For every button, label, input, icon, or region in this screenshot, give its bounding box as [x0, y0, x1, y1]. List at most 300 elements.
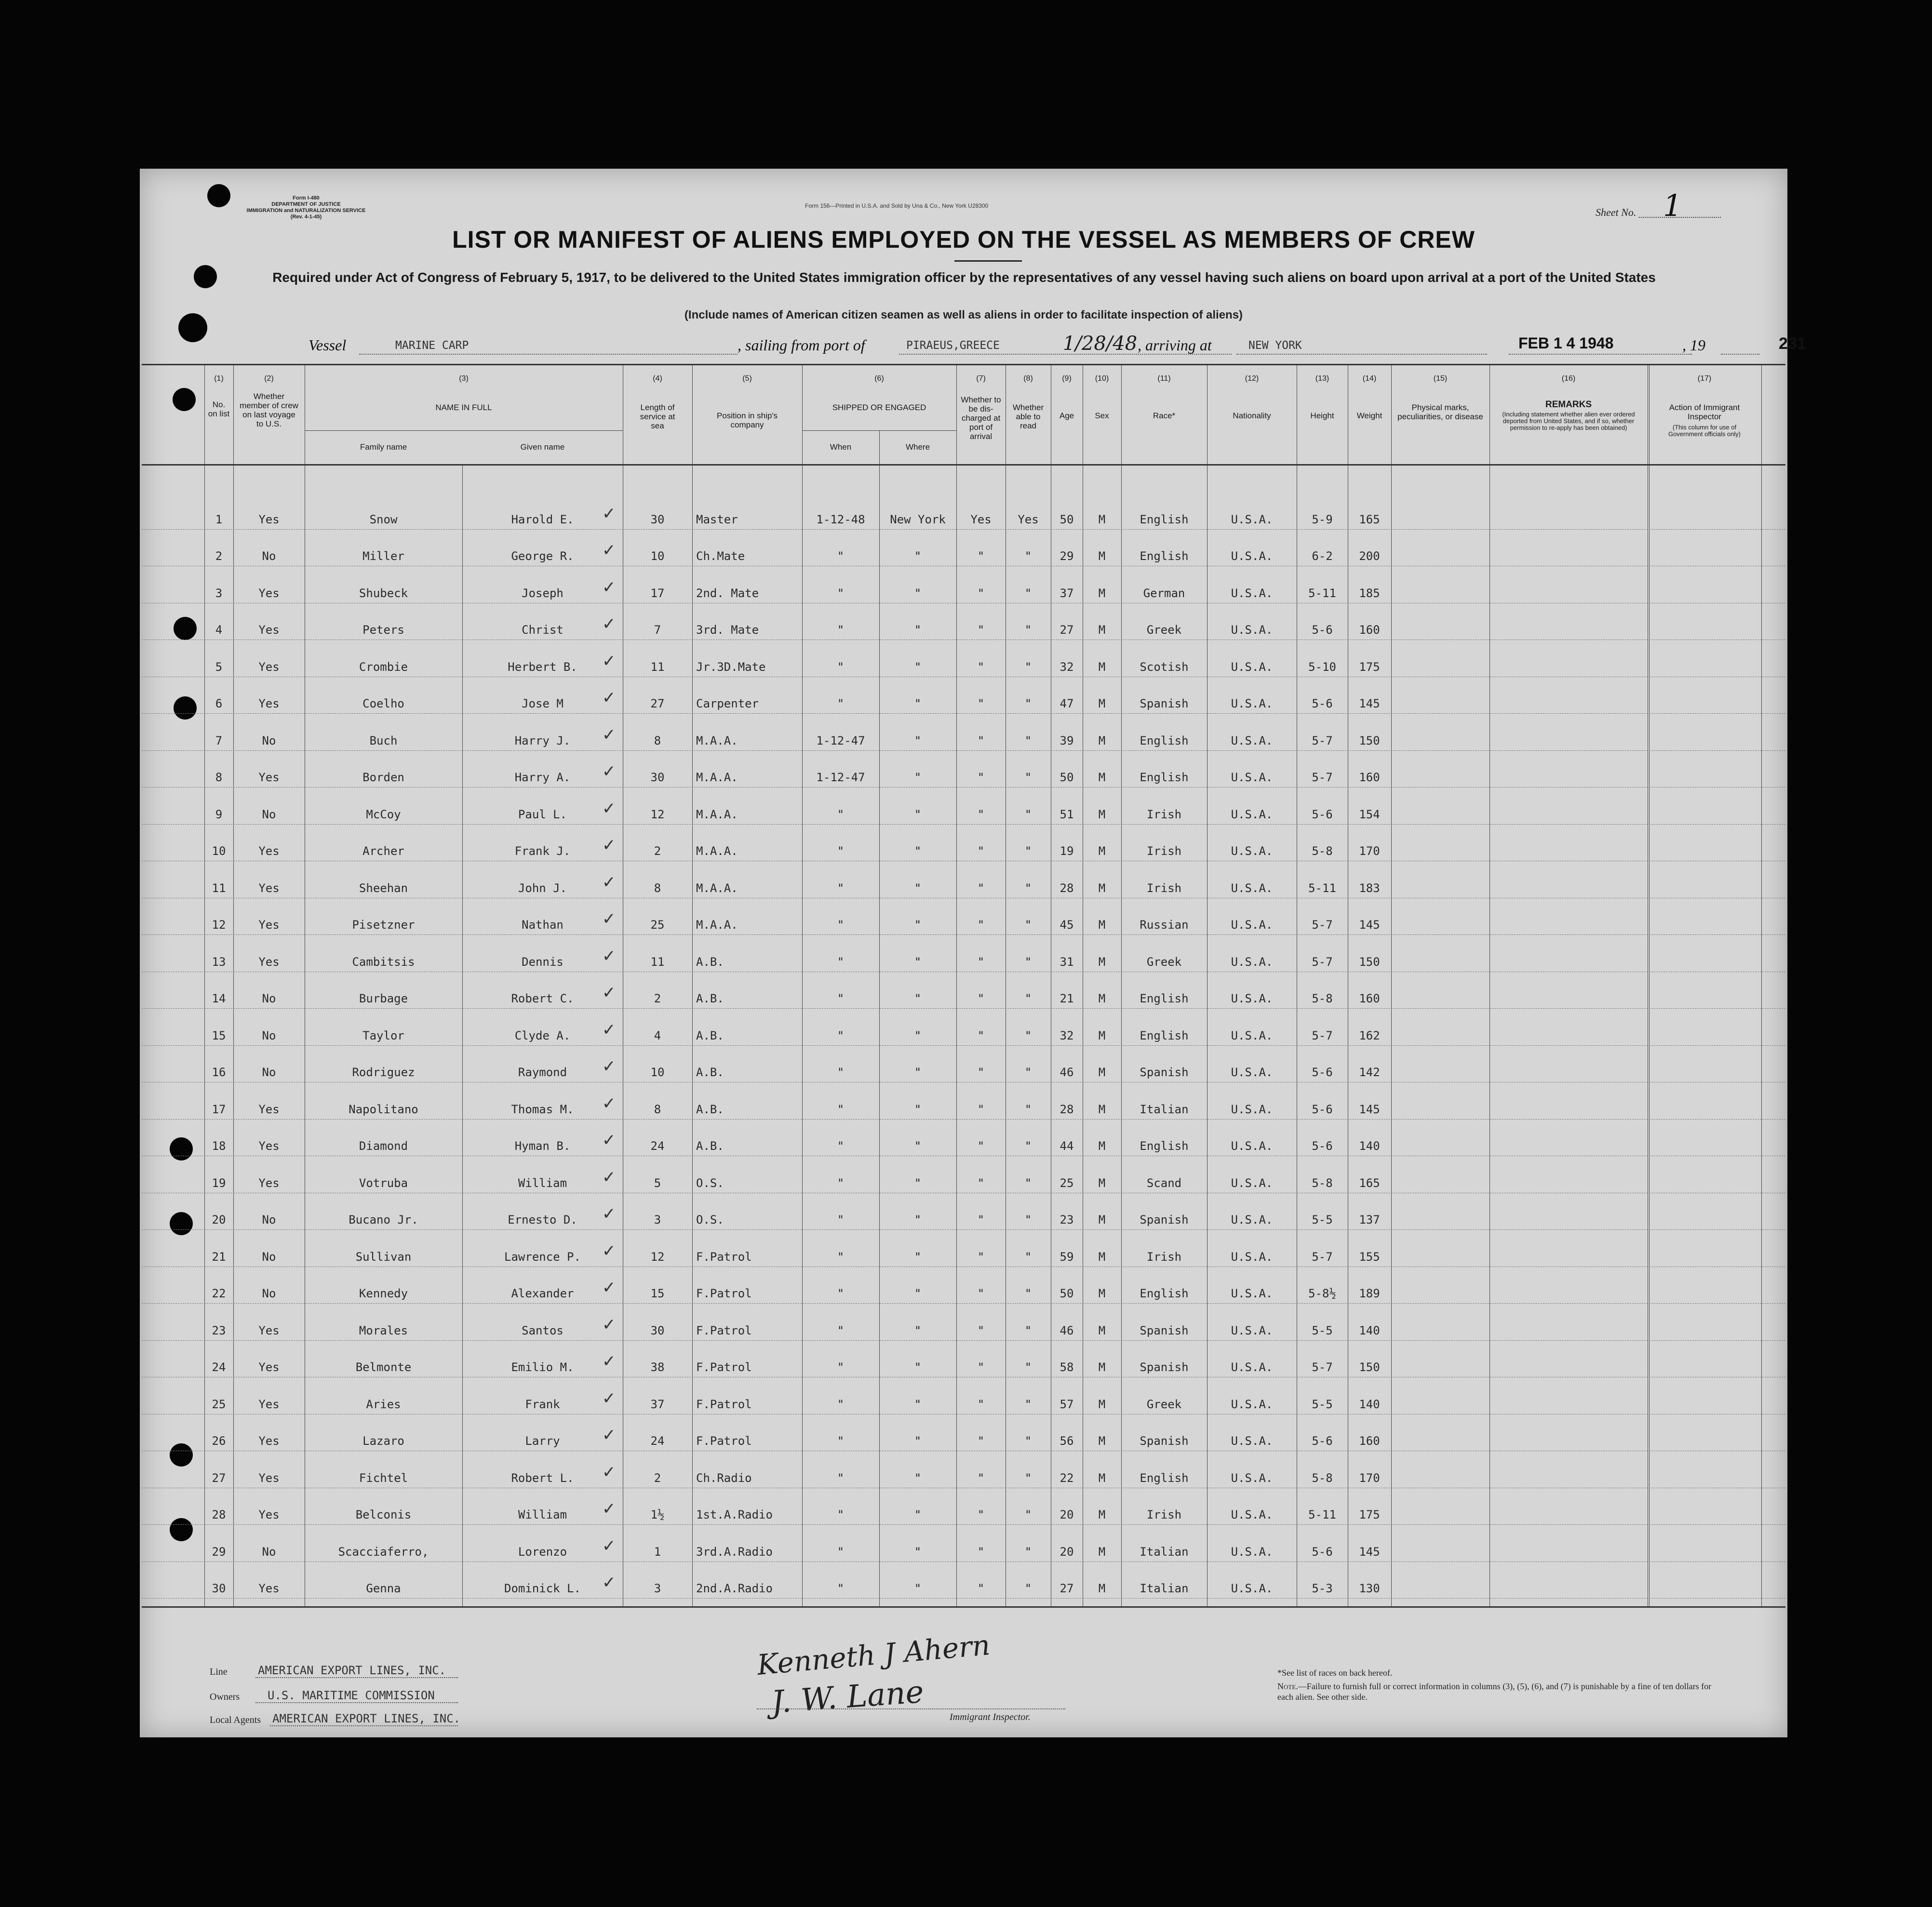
checkmark-icon: ✓ [602, 762, 616, 781]
engaged-when: 1-12-47 [816, 771, 865, 784]
row-number: 10 [212, 844, 226, 858]
given-name: Christ [522, 623, 564, 637]
checkmark-icon: ✓ [602, 1278, 616, 1297]
sex: M [1098, 623, 1106, 637]
able-to-read: " [1024, 1250, 1032, 1264]
age: 57 [1060, 1397, 1074, 1411]
manifest-subnote: (Include names of American citizen seamen as well as aliens in order to facilitate inspection of aliens) [684, 308, 1243, 321]
col-15-header: Physical marks, peculiarities, or disease [1397, 403, 1483, 421]
nationality: U.S.A. [1231, 1139, 1273, 1153]
discharge-at-arrival: " [977, 1066, 985, 1079]
family-name: Buch [369, 733, 398, 747]
discharge-at-arrival: " [977, 660, 985, 674]
age: 51 [1060, 807, 1074, 821]
checkmark-icon: ✓ [602, 688, 616, 707]
discharge-at-arrival: " [977, 1582, 985, 1595]
engaged-when: 1-12-48 [816, 512, 865, 526]
weight: 155 [1359, 1250, 1380, 1264]
age: 28 [1060, 881, 1074, 895]
ship-position: A.B. [696, 992, 724, 1005]
discharge-at-arrival: " [977, 623, 985, 637]
sex: M [1098, 1176, 1106, 1190]
service-years: 3 [654, 1582, 661, 1595]
sex: M [1098, 586, 1106, 600]
ship-position: A.B. [696, 955, 724, 969]
row-number: 15 [212, 1028, 226, 1042]
weight: 145 [1359, 697, 1380, 710]
able-to-read: " [1024, 1028, 1032, 1042]
previous-voyage: Yes [258, 955, 280, 969]
inspector-signature: J. W. Lane [770, 1674, 925, 1720]
line-value: AMERICAN EXPORT LINES, INC. [258, 1664, 446, 1677]
engaged-where: " [914, 1066, 922, 1079]
able-to-read: " [1024, 1397, 1032, 1411]
row-rule [142, 1340, 1785, 1341]
sex: M [1098, 733, 1106, 747]
nationality: U.S.A. [1231, 1471, 1273, 1485]
manifest-title: LIST OR MANIFEST OF ALIENS EMPLOYED ON THE VESSEL AS MEMBERS OF CREW [452, 226, 1475, 253]
weight: 137 [1359, 1213, 1380, 1227]
service-years: 30 [650, 512, 665, 526]
height: 5-8 [1312, 992, 1333, 1005]
previous-voyage: Yes [258, 881, 280, 895]
height: 5-6 [1312, 1434, 1333, 1448]
engaged-where: " [914, 586, 922, 600]
row-number: 22 [212, 1287, 226, 1300]
checkmark-icon: ✓ [602, 799, 616, 818]
nationality: U.S.A. [1231, 992, 1273, 1005]
race: Spanish [1140, 697, 1189, 710]
nationality: U.S.A. [1231, 697, 1273, 710]
row-rule [142, 1524, 1785, 1525]
nationality: U.S.A. [1231, 771, 1273, 784]
family-name: Fichtel [359, 1471, 408, 1485]
ship-position: M.A.A. [696, 881, 738, 895]
ship-position: O.S. [696, 1176, 724, 1190]
ship-position: M.A.A. [696, 733, 738, 747]
previous-voyage: Yes [258, 1102, 280, 1116]
nationality: U.S.A. [1231, 1066, 1273, 1079]
nationality: U.S.A. [1231, 1360, 1273, 1374]
inspector-label: Immigrant Inspector. [950, 1712, 1031, 1722]
given-name: Hyman B. [514, 1139, 571, 1153]
sex: M [1098, 512, 1106, 526]
previous-voyage: No [262, 1250, 276, 1264]
age: 50 [1060, 1287, 1074, 1300]
sex: M [1098, 1102, 1106, 1116]
discharge-at-arrival: " [977, 586, 985, 600]
stamp-number: 231 [1779, 334, 1806, 353]
ship-position: 3rd.A.Radio [696, 1545, 773, 1559]
family-name: Archer [362, 844, 404, 858]
checkmark-icon: ✓ [602, 946, 616, 966]
row-rule [142, 934, 1785, 935]
able-to-read: " [1024, 1434, 1032, 1448]
race: Irish [1146, 1250, 1182, 1264]
weight: 165 [1359, 512, 1380, 526]
age: 29 [1060, 549, 1074, 563]
col-6b-header: Where [905, 442, 930, 452]
given-name: Joseph [522, 586, 564, 600]
col-16-header: REMARKS [1545, 400, 1592, 410]
checkmark-icon: ✓ [602, 1204, 616, 1224]
engaged-where: " [914, 623, 922, 637]
given-name: Nathan [522, 918, 564, 932]
manifest-sheet [140, 169, 1806, 1737]
family-name: Sullivan [355, 1250, 412, 1264]
weight: 160 [1359, 623, 1380, 637]
checkmark-icon: ✓ [602, 1315, 616, 1334]
able-to-read: " [1024, 1360, 1032, 1374]
family-name: Borden [362, 771, 404, 784]
column-rule [879, 430, 880, 1606]
given-name: Harold E. [511, 512, 574, 526]
discharge-at-arrival: " [977, 1434, 985, 1448]
inspector-dots [757, 1708, 1065, 1709]
given-name: Paul L. [518, 807, 567, 821]
previous-voyage: Yes [258, 512, 280, 526]
discharge-at-arrival: " [977, 1139, 985, 1153]
weight: 160 [1359, 992, 1380, 1005]
row-number: 4 [215, 623, 223, 637]
voyage-line [140, 333, 1806, 359]
able-to-read: " [1024, 586, 1032, 600]
height: 6-2 [1312, 549, 1333, 563]
row-number: 7 [215, 733, 223, 747]
height: 5-7 [1312, 733, 1333, 747]
service-years: 7 [654, 623, 661, 637]
previous-voyage: No [262, 992, 276, 1005]
ship-position: F.Patrol [696, 1287, 752, 1300]
family-name: Scacciaferro, [338, 1545, 429, 1559]
ship-position: F.Patrol [696, 1397, 752, 1411]
service-years: 11 [650, 955, 665, 969]
previous-voyage: Yes [258, 844, 280, 858]
height: 5-8½ [1308, 1287, 1336, 1300]
previous-voyage: Yes [258, 1176, 280, 1190]
race: Irish [1146, 844, 1182, 858]
engaged-when: " [837, 955, 845, 969]
age: 47 [1060, 697, 1074, 710]
row-number: 28 [212, 1508, 226, 1521]
service-years: 38 [650, 1360, 665, 1374]
checkmark-icon: ✓ [602, 1167, 616, 1187]
nationality: U.S.A. [1231, 733, 1273, 747]
punch-hole [194, 265, 217, 288]
discharge-at-arrival: " [977, 1176, 985, 1190]
row-number: 6 [215, 697, 223, 710]
previous-voyage: No [262, 1066, 276, 1079]
row-number: 26 [212, 1434, 226, 1448]
given-name: William [518, 1176, 567, 1190]
engaged-where: " [914, 1471, 922, 1485]
given-name: Herbert B. [508, 660, 577, 674]
given-name: William [518, 1508, 567, 1521]
engaged-when: 1-12-47 [816, 733, 865, 747]
able-to-read: " [1024, 918, 1032, 932]
nationality: U.S.A. [1231, 1213, 1273, 1227]
row-number: 23 [212, 1323, 226, 1337]
engaged-where: " [914, 1213, 922, 1227]
previous-voyage: Yes [258, 586, 280, 600]
family-name: Rodriguez [352, 1066, 415, 1079]
given-name: Lorenzo [518, 1545, 567, 1559]
engaged-where: " [914, 1102, 922, 1116]
service-years: 27 [650, 697, 665, 710]
height: 5-6 [1312, 1102, 1333, 1116]
height: 5-11 [1308, 1508, 1336, 1521]
service-years: 12 [650, 807, 665, 821]
nationality: U.S.A. [1231, 1582, 1273, 1595]
given-name: Dennis [522, 955, 564, 969]
family-name: Burbage [359, 992, 408, 1005]
discharge-at-arrival: " [977, 807, 985, 821]
able-to-read: " [1024, 771, 1032, 784]
ship-position: Jr.3D.Mate [696, 660, 766, 674]
row-number: 14 [212, 992, 226, 1005]
row-rule [142, 713, 1785, 714]
engaged-where: " [914, 660, 922, 674]
engaged-when: " [837, 1323, 845, 1337]
col-17-header: Action of Immigrant Inspector [1669, 403, 1740, 421]
sailing-date: 1/28/48 [1063, 333, 1138, 355]
col-11-number: (11) [1157, 374, 1171, 383]
race: Spanish [1140, 1213, 1189, 1227]
sheet-number-value: 1 [1663, 188, 1682, 223]
given-name: Ernesto D. [508, 1213, 577, 1227]
engaged-where: " [914, 1139, 922, 1153]
col-5-header: Position in ship's company [716, 411, 778, 429]
discharge-at-arrival: " [977, 1213, 985, 1227]
engaged-where: " [914, 1582, 922, 1595]
checkmark-icon: ✓ [602, 983, 616, 1002]
height: 5-5 [1312, 1323, 1333, 1337]
col-9-header: Age [1059, 411, 1074, 420]
sex: M [1098, 1250, 1106, 1264]
nationality: U.S.A. [1231, 807, 1273, 821]
family-name: Miller [362, 549, 404, 563]
able-to-read: " [1024, 1066, 1032, 1079]
ship-position: 2nd. Mate [696, 586, 759, 600]
discharge-at-arrival: " [977, 1323, 985, 1337]
able-to-read: " [1024, 1323, 1032, 1337]
race: English [1140, 733, 1189, 747]
nationality: U.S.A. [1231, 918, 1273, 932]
nationality: U.S.A. [1231, 512, 1273, 526]
col-14-number: (14) [1362, 374, 1377, 383]
arrival-date-stamp: FEB 1 4 1948 [1518, 334, 1614, 352]
discharge-at-arrival: " [977, 771, 985, 784]
crew-table [142, 364, 1785, 1608]
engaged-where: " [914, 1545, 922, 1559]
engaged-where: " [914, 992, 922, 1005]
given-name: Frank [525, 1397, 560, 1411]
column-rule [1391, 365, 1392, 1606]
checkmark-icon: ✓ [602, 1057, 616, 1076]
able-to-read: " [1024, 549, 1032, 563]
row-rule [142, 824, 1785, 825]
column-rule [692, 365, 693, 1606]
height: 5-9 [1312, 512, 1333, 526]
family-name: McCoy [366, 807, 401, 821]
row-number: 5 [215, 660, 223, 674]
shipped-subheader-rule [802, 430, 956, 431]
able-to-read: Yes [1018, 512, 1039, 526]
discharge-at-arrival: " [977, 955, 985, 969]
weight: 145 [1359, 1545, 1380, 1559]
nationality: U.S.A. [1231, 1287, 1273, 1300]
engaged-where: " [914, 1434, 922, 1448]
service-years: 10 [650, 549, 665, 563]
nationality: U.S.A. [1231, 1250, 1273, 1264]
nationality: U.S.A. [1231, 844, 1273, 858]
col-17-subheader: (This column for use of Government officials only) [1668, 424, 1741, 438]
agents-dots [270, 1725, 458, 1726]
service-years: 5 [654, 1176, 661, 1190]
col-6-header: SHIPPED OR ENGAGED [832, 403, 926, 412]
ship-position: A.B. [696, 1139, 724, 1153]
row-number: 29 [212, 1545, 226, 1559]
row-number: 8 [215, 771, 223, 784]
engaged-when: " [837, 918, 845, 932]
ship-position: Master [696, 512, 738, 526]
race: English [1140, 992, 1189, 1005]
previous-voyage: No [262, 1545, 276, 1559]
master-signature: Kenneth J Ahern [755, 1628, 992, 1681]
penalty-note [1277, 1681, 1721, 1702]
col-11-header: Race* [1153, 411, 1176, 420]
engaged-when: " [837, 1102, 845, 1116]
ship-position: F.Patrol [696, 1360, 752, 1374]
race: Italian [1140, 1582, 1189, 1595]
sex: M [1098, 697, 1106, 710]
age: 28 [1060, 1102, 1074, 1116]
race: Spanish [1140, 1360, 1189, 1374]
previous-voyage: Yes [258, 1434, 280, 1448]
height: 5-7 [1312, 1250, 1333, 1264]
engaged-when: " [837, 807, 845, 821]
given-name: Raymond [518, 1066, 567, 1079]
weight: 154 [1359, 807, 1380, 821]
engaged-where: " [914, 881, 922, 895]
given-name: Harry J. [514, 733, 571, 747]
sex: M [1098, 1287, 1106, 1300]
service-years: 8 [654, 1102, 661, 1116]
col-6a-header: When [830, 442, 852, 452]
engaged-when: " [837, 992, 845, 1005]
discharge-at-arrival: " [977, 697, 985, 710]
height: 5-7 [1312, 1360, 1333, 1374]
age: 27 [1060, 1582, 1074, 1595]
departure-port: PIRAEUS,GREECE [906, 339, 1000, 352]
col-13-number: (13) [1315, 374, 1329, 383]
age: 58 [1060, 1360, 1074, 1374]
checkmark-icon: ✓ [602, 872, 616, 892]
height: 5-6 [1312, 807, 1333, 821]
engaged-when: " [837, 1176, 845, 1190]
able-to-read: " [1024, 1508, 1032, 1521]
family-name: Morales [359, 1323, 408, 1337]
engaged-where: " [914, 1176, 922, 1190]
checkmark-icon: ✓ [602, 651, 616, 671]
row-number: 19 [212, 1176, 226, 1190]
weight: 145 [1359, 918, 1380, 932]
checkmark-icon: ✓ [602, 1020, 616, 1040]
races-note: *See list of races on back hereof. [1277, 1668, 1393, 1678]
sex: M [1098, 660, 1106, 674]
race: Scotish [1140, 660, 1189, 674]
discharge-at-arrival: " [977, 844, 985, 858]
given-name: Santos [522, 1323, 564, 1337]
family-name: Bucano Jr. [349, 1213, 418, 1227]
engaged-when: " [837, 660, 845, 674]
sex: M [1098, 955, 1106, 969]
race: Scand [1146, 1176, 1182, 1190]
engaged-when: " [837, 1066, 845, 1079]
discharge-at-arrival: " [977, 1102, 985, 1116]
previous-voyage: Yes [258, 697, 280, 710]
family-name: Kennedy [359, 1287, 408, 1300]
service-years: 11 [650, 660, 665, 674]
engaged-where: " [914, 1028, 922, 1042]
weight: 150 [1359, 955, 1380, 969]
checkmark-icon: ✓ [602, 1462, 616, 1482]
service-years: 2 [654, 1471, 661, 1485]
weight: 140 [1359, 1397, 1380, 1411]
checkmark-icon: ✓ [602, 725, 616, 745]
given-name: John J. [518, 881, 567, 895]
engaged-where: " [914, 844, 922, 858]
engaged-where: " [914, 918, 922, 932]
engaged-where: " [914, 1323, 922, 1337]
able-to-read: " [1024, 1545, 1032, 1559]
able-to-read: " [1024, 623, 1032, 637]
row-rule [142, 529, 1785, 530]
service-years: 15 [650, 1287, 665, 1300]
service-years: 10 [650, 1066, 665, 1079]
family-name: Coelho [362, 697, 404, 710]
previous-voyage: Yes [258, 1323, 280, 1337]
row-number: 16 [212, 1066, 226, 1079]
checkmark-icon: ✓ [602, 1241, 616, 1261]
checkmark-icon: ✓ [602, 541, 616, 560]
ship-position: F.Patrol [696, 1323, 752, 1337]
title-underline [954, 260, 1022, 262]
race: English [1140, 549, 1189, 563]
weight: 162 [1359, 1028, 1380, 1042]
manifest-footer [140, 1610, 1787, 1730]
col-13-header: Height [1310, 411, 1334, 420]
service-years: 17 [650, 586, 665, 600]
race: English [1140, 771, 1189, 784]
height: 5-8 [1312, 1176, 1333, 1190]
service-years: 8 [654, 733, 661, 747]
able-to-read: " [1024, 807, 1032, 821]
age: 39 [1060, 733, 1074, 747]
vessel-name: MARINE CARP [395, 339, 469, 352]
able-to-read: " [1024, 1102, 1032, 1116]
header-rule [142, 464, 1785, 466]
engaged-where: " [914, 955, 922, 969]
discharge-at-arrival: " [977, 918, 985, 932]
row-rule [142, 1598, 1785, 1599]
age: 20 [1060, 1545, 1074, 1559]
previous-voyage: Yes [258, 771, 280, 784]
col-2-header: Whether member of crew on last voyage to U.S. [240, 392, 298, 428]
discharge-at-arrival: " [977, 1360, 985, 1374]
age: 37 [1060, 586, 1074, 600]
sheet-number-label: Sheet No. [1596, 206, 1637, 218]
